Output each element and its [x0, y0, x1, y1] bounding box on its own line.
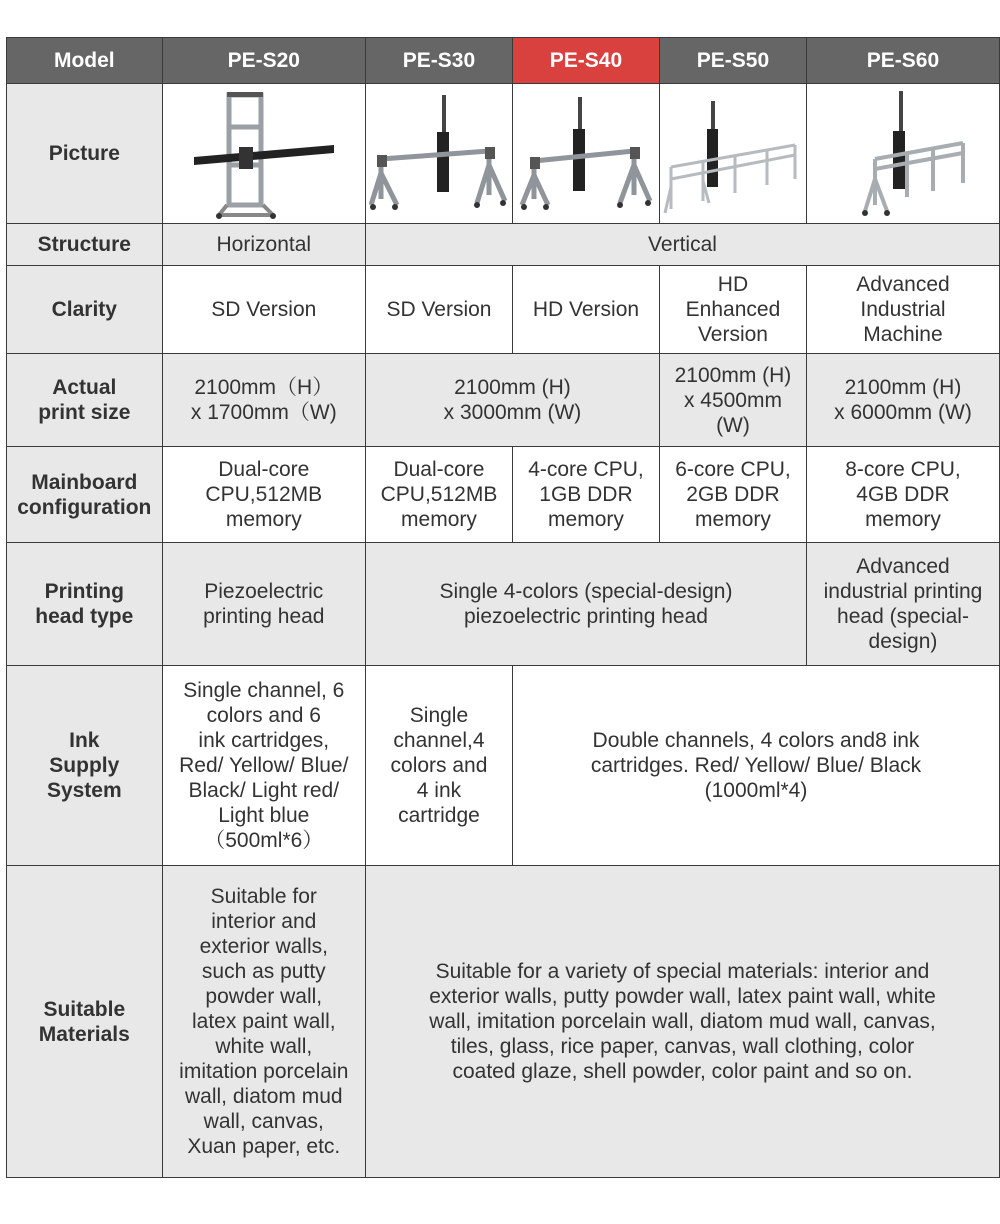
model-pe-s50: PE-S50 — [659, 38, 806, 84]
ink-supply-row — [7, 666, 1000, 866]
print-size-pe-s60 — [806, 354, 999, 447]
mainboard-line: memory — [865, 508, 941, 531]
mainboard-line: CPU,512MB — [205, 483, 323, 506]
materials-line: Suitable for a variety of special materials: interior and — [435, 960, 930, 983]
print-size-line: 2100mm (H) — [844, 376, 962, 399]
print-size-label — [7, 354, 163, 447]
mainboard-line: Dual-core — [393, 458, 485, 481]
label-line: Ink — [69, 729, 100, 752]
ink-supply-pe-s20 — [162, 666, 365, 866]
materials-row — [7, 866, 1000, 1178]
clarity-label: Clarity — [7, 266, 163, 354]
printer-s20-image — [189, 87, 339, 221]
label-line: Actual — [52, 376, 117, 399]
model-pe-s30: PE-S30 — [365, 38, 512, 84]
materials-pe-s20 — [162, 866, 365, 1178]
mainboard-line: CPU,512MB — [380, 483, 498, 506]
ink-line: Single — [409, 704, 469, 727]
head-type-line: piezoelectric printing head — [463, 605, 708, 628]
structure-pe-s20: Horizontal — [162, 224, 365, 266]
mainboard-line: 6-core CPU, — [675, 458, 791, 481]
mainboard-line: 1GB DDR — [539, 483, 633, 506]
clarity-row — [7, 266, 1000, 354]
ink-line: Red/ Yellow/ Blue/ — [179, 754, 349, 777]
print-size-pe-s30-s40 — [365, 354, 659, 447]
label-line: Suitable — [43, 997, 126, 1021]
label-line: print size — [38, 401, 131, 424]
mainboard-label — [7, 447, 163, 543]
head-type-line: industrial printing — [823, 580, 983, 603]
print-size-line: x 1700mm（W) — [190, 401, 337, 424]
picture-pe-s30 — [365, 84, 512, 224]
ink-line: （500ml*6） — [204, 829, 324, 852]
mainboard-pe-s20 — [162, 447, 365, 543]
ink-line: Black/ Light red/ — [188, 779, 340, 802]
materials-line: white wall, — [215, 1035, 313, 1058]
ink-line: colors and — [390, 754, 488, 777]
ink-line: 4 ink — [416, 779, 462, 802]
model-pe-s40: PE-S40 — [512, 38, 659, 84]
print-size-row — [7, 354, 1000, 447]
clarity-pe-s40: HD Version — [512, 266, 659, 354]
ink-line: Single channel, 6 — [183, 679, 345, 702]
clarity-pe-s60 — [806, 266, 999, 354]
clarity-pe-s20: SD Version — [162, 266, 365, 354]
head-type-row — [7, 543, 1000, 666]
print-size-line: 2100mm (H) — [674, 363, 792, 387]
head-type-line: design) — [868, 630, 938, 653]
label-line: configuration — [17, 495, 152, 519]
mainboard-line: 8-core CPU, — [845, 458, 961, 481]
model-pe-s20: PE-S20 — [162, 38, 365, 84]
picture-pe-s60 — [806, 84, 999, 224]
picture-pe-s20 — [162, 84, 365, 224]
mainboard-pe-s30 — [365, 447, 512, 543]
materials-line: wall, imitation porcelain wall, diatom mud wall, canvas, — [429, 1010, 936, 1033]
clarity-line: HD — [717, 273, 749, 296]
materials-line: wall, canvas, — [203, 1110, 324, 1133]
ink-supply-pe-s40-s60 — [512, 666, 999, 866]
ink-line: channel,4 — [393, 729, 485, 752]
clarity-pe-s30: SD Version — [365, 266, 512, 354]
head-type-line: Piezoelectric — [204, 580, 324, 603]
materials-line: such as putty — [201, 960, 326, 983]
print-size-line: x 4500mm — [683, 388, 782, 412]
model-label: Model — [7, 38, 163, 84]
mainboard-line: memory — [548, 508, 624, 531]
print-size-line: (W) — [716, 413, 750, 437]
picture-label: Picture — [7, 84, 163, 224]
print-size-line: x 6000mm (W) — [834, 401, 972, 424]
materials-line: Suitable for — [210, 885, 317, 908]
materials-line: latex paint wall, — [192, 1010, 336, 1033]
label-line: System — [46, 779, 122, 802]
mainboard-line: 4-core CPU, — [528, 458, 644, 481]
ink-line: colors and 6 — [206, 704, 321, 727]
head-type-line: printing head — [203, 605, 325, 628]
clarity-pe-s50 — [659, 266, 806, 354]
label-line: Materials — [38, 1022, 130, 1046]
head-type-pe-s20 — [162, 543, 365, 666]
printer-s60-image — [813, 87, 993, 221]
materials-line: powder wall, — [205, 985, 323, 1008]
head-type-pe-s60 — [806, 543, 999, 666]
print-size-line: x 3000mm (W) — [443, 401, 582, 424]
head-type-label — [7, 543, 163, 666]
head-type-pe-s30-s50 — [365, 543, 806, 666]
materials-line: exterior walls, putty powder wall, latex paint wall, white — [429, 985, 936, 1008]
mainboard-line: memory — [225, 508, 302, 531]
mainboard-line: 2GB DDR — [686, 483, 780, 506]
picture-pe-s40 — [512, 84, 659, 224]
head-type-line: Single 4-colors (special-design) — [439, 580, 733, 603]
ink-line: Light blue — [218, 804, 310, 827]
print-size-line: 2100mm (H) — [454, 376, 571, 399]
head-type-line: Advanced — [856, 555, 950, 578]
ink-line: ink cartridges, — [198, 729, 330, 752]
print-size-pe-s20 — [162, 354, 365, 447]
materials-line: interior and — [211, 910, 317, 933]
mainboard-line: 4GB DDR — [856, 483, 950, 506]
print-size-line: 2100mm（H） — [194, 376, 334, 399]
ink-line: (1000ml*4) — [704, 779, 808, 802]
mainboard-line: memory — [401, 508, 477, 531]
materials-pe-s30-s60 — [365, 866, 999, 1178]
structure-label: Structure — [7, 224, 163, 266]
printer-s40-image — [516, 87, 656, 221]
print-size-pe-s50 — [659, 354, 806, 447]
materials-label — [7, 866, 163, 1178]
label-line: Supply — [49, 754, 120, 777]
clarity-line: Industrial — [860, 298, 946, 321]
materials-line: coated glaze, shell powder, color paint and so on. — [452, 1060, 913, 1083]
model-pe-s60: PE-S60 — [806, 38, 999, 84]
materials-line: Xuan paper, etc. — [187, 1135, 341, 1158]
label-line: Printing — [44, 580, 124, 603]
picture-row — [7, 84, 1000, 224]
materials-line: imitation porcelain — [179, 1060, 349, 1083]
mainboard-line: memory — [695, 508, 771, 531]
header-row — [7, 38, 1000, 84]
spec-comparison-table — [6, 37, 1000, 1178]
mainboard-pe-s40 — [512, 447, 659, 543]
label-line: head type — [35, 605, 134, 628]
materials-line: wall, diatom mud — [185, 1085, 343, 1108]
label-line: Mainboard — [31, 470, 138, 494]
printer-s50-image — [663, 87, 803, 221]
ink-supply-pe-s30 — [365, 666, 512, 866]
ink-line: cartridge — [398, 804, 480, 827]
ink-supply-label — [7, 666, 163, 866]
structure-row — [7, 224, 1000, 266]
clarity-line: Advanced — [856, 273, 950, 296]
clarity-line: Enhanced — [685, 298, 781, 321]
clarity-line: Version — [697, 323, 768, 346]
ink-line: Double channels, 4 colors and8 ink — [592, 729, 920, 752]
structure-vertical: Vertical — [365, 224, 999, 266]
picture-pe-s50 — [659, 84, 806, 224]
mainboard-line: Dual-core — [218, 458, 310, 481]
clarity-line: Machine — [863, 323, 943, 346]
printer-s30-image — [369, 87, 509, 221]
materials-line: tiles, glass, rice paper, canvas, wall clothing, color — [450, 1035, 915, 1058]
ink-line: cartridges. Red/ Yellow/ Blue/ Black — [590, 754, 922, 777]
mainboard-pe-s50 — [659, 447, 806, 543]
materials-line: exterior walls, — [199, 935, 328, 958]
mainboard-pe-s60 — [806, 447, 999, 543]
head-type-line: head (special- — [837, 605, 969, 628]
mainboard-row — [7, 447, 1000, 543]
